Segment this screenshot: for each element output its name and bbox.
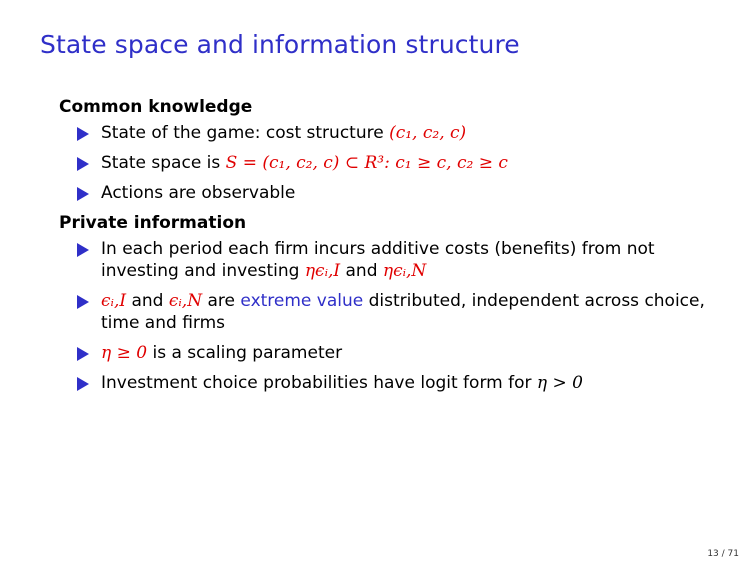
and-text: and	[126, 291, 169, 311]
private-information-heading: Private information	[59, 213, 247, 233]
bullet-extreme-value	[59, 290, 719, 334]
bullet-state-space	[59, 152, 719, 174]
common-knowledge-heading: Common knowledge	[59, 97, 253, 117]
private-information-list	[59, 238, 719, 394]
epsilon-n-math: ϵᵢ,N	[168, 291, 203, 311]
cost-structure-math: (c₁, c₂, c)	[389, 123, 467, 143]
eta-nonneg-math: η ≥ 0	[101, 343, 148, 363]
bullet-actions-observable	[59, 182, 719, 204]
common-knowledge-list	[59, 122, 719, 204]
bullet-text: Investment choice probabilities have logit form for	[101, 373, 537, 393]
state-space-math: S = (c₁, c₂, c) ⊂ R³	[225, 153, 385, 173]
private-information-block	[59, 212, 719, 394]
bullet-text: Actions are observable	[101, 183, 296, 203]
bullet-text: In each period each firm incurs additive costs (benefits) from not investing and investing	[101, 239, 655, 281]
bullet-state-of-game	[59, 122, 719, 144]
state-space-constraint-math: : c₁ ≥ c, c₂ ≥ c	[384, 153, 508, 173]
eta-positive-math: η > 0	[536, 373, 583, 393]
eta-epsilon-i-math: ηϵᵢ,I	[304, 261, 341, 281]
extreme-value-link[interactable]: extreme value	[240, 291, 364, 311]
page-number: 13 / 71	[707, 549, 739, 559]
bullet-text: State of the game: cost structure	[101, 123, 390, 143]
bullet-text: State space is	[101, 153, 226, 173]
epsilon-i-math: ϵᵢ,I	[101, 291, 127, 311]
are-text: are	[202, 291, 241, 311]
bullet-text: is a scaling parameter	[147, 343, 343, 363]
bullet-text: distributed, independent across choice, time and firms	[101, 291, 705, 333]
eta-epsilon-n-math: ηϵᵢ,N	[382, 261, 427, 281]
bullet-additive-costs	[59, 238, 719, 282]
slide-title: State space and information structure	[40, 30, 520, 59]
common-knowledge-block	[59, 96, 719, 204]
bullet-scaling-parameter	[59, 342, 719, 364]
slide-content	[59, 96, 719, 402]
and-text: and	[340, 261, 383, 281]
bullet-logit-form	[59, 372, 719, 394]
